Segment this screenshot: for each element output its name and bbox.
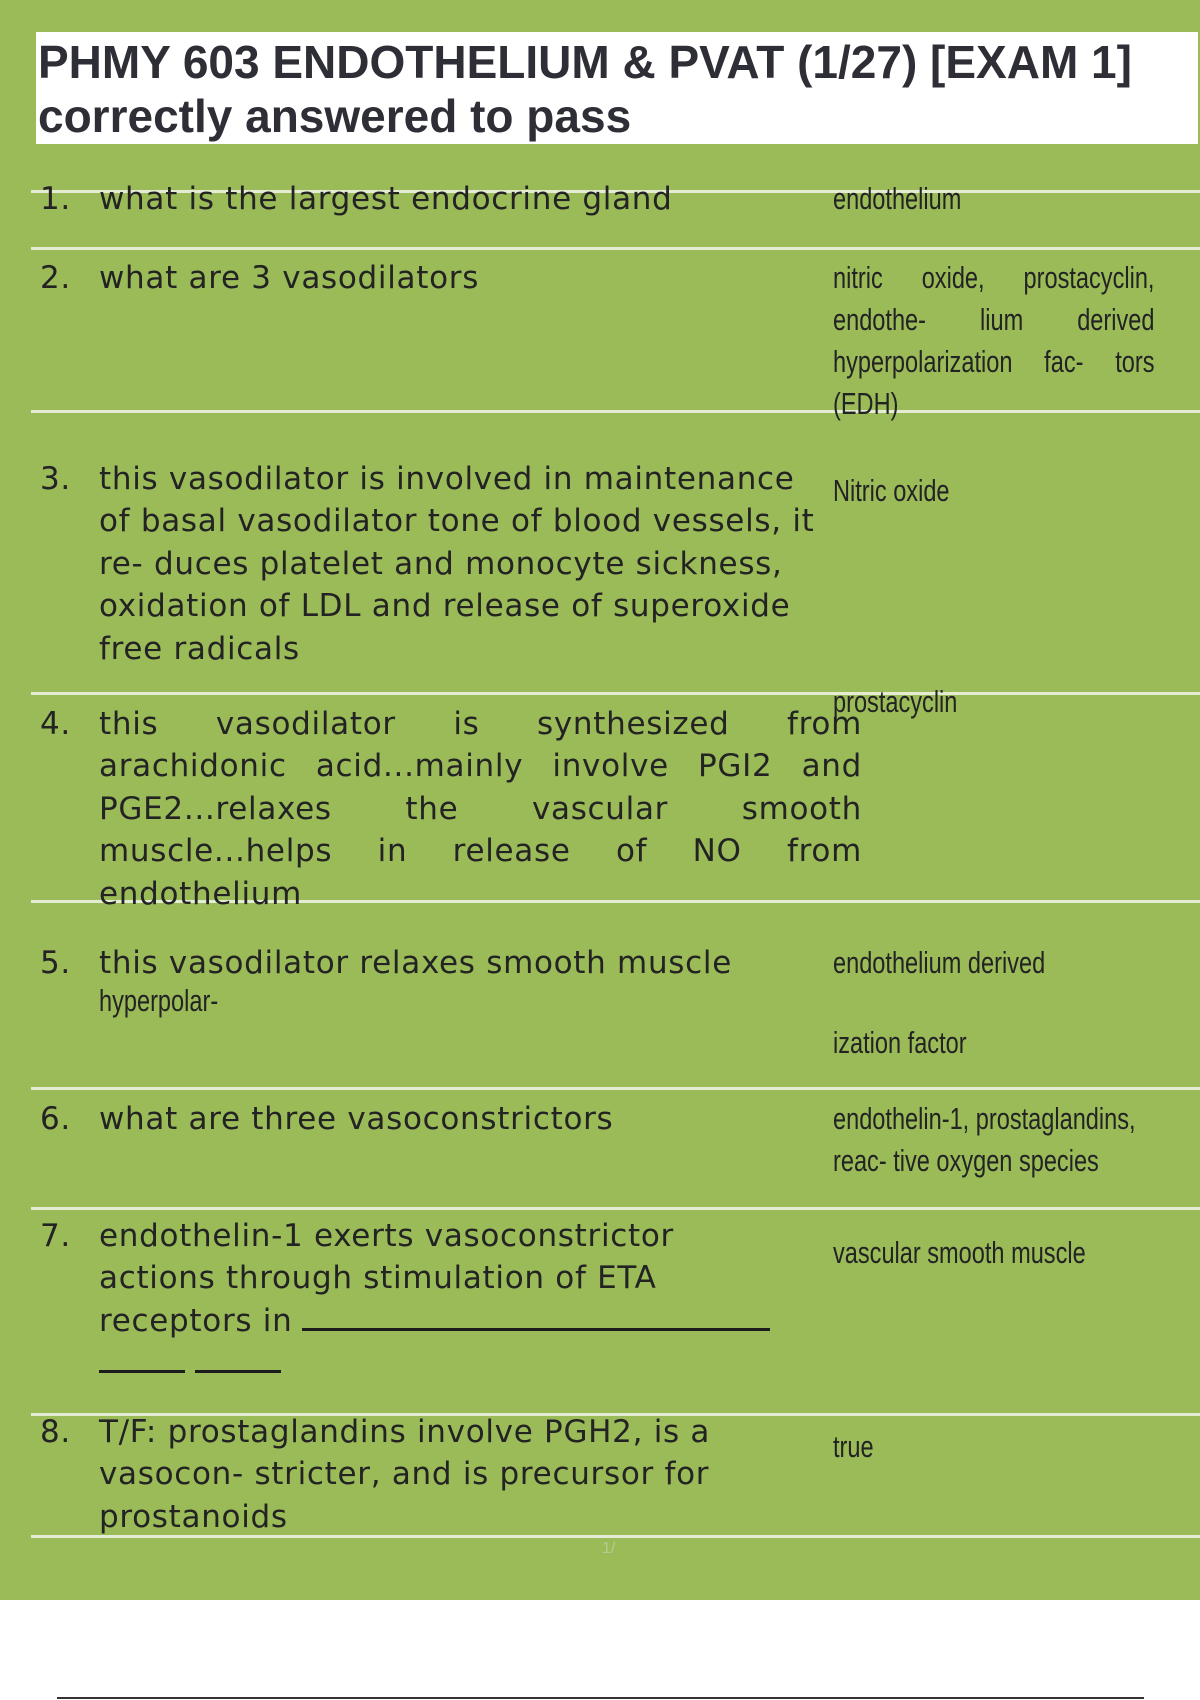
question-number: 1. — [40, 181, 71, 217]
document-subtitle: correctly answered to pass — [38, 90, 632, 142]
question-line: receptors in — [99, 1302, 293, 1339]
question-text: T/F: prostaglandins involve PGH2, is a vasocon- stricter, and is precursor for prostanoids — [99, 1414, 711, 1535]
row-divider — [31, 247, 1200, 250]
question-number: 7. — [40, 1218, 71, 1254]
answer-text: prostacyclin — [833, 684, 958, 719]
question-line: actions through stimulation of ETA — [99, 1260, 657, 1297]
answer-line: (EDH) — [833, 386, 899, 421]
question-number: 6. — [40, 1101, 71, 1137]
answer-7 — [833, 1232, 1175, 1274]
answer-text: Nitric oxide — [833, 473, 950, 508]
answer-3 — [833, 470, 1175, 512]
question-number: 8. — [40, 1414, 71, 1450]
answer-blank — [99, 1368, 185, 1373]
answer-2 — [833, 257, 1155, 421]
question-number: 5. — [40, 945, 71, 981]
question-number: 3. — [40, 461, 71, 497]
answer-line: reac- tive oxygen species — [833, 1143, 1099, 1178]
question-item-4 — [40, 703, 862, 912]
row-divider — [31, 1207, 1200, 1210]
question-text: what is the largest endocrine gland — [99, 181, 673, 217]
question-item-5 — [40, 942, 822, 1020]
question-text-tail: hyperpolar- — [99, 983, 219, 1019]
answer-5 — [833, 942, 1175, 1064]
question-item-8 — [40, 1411, 822, 1538]
answer-text: true — [833, 1429, 874, 1464]
question-text: this vasodilator relaxes smooth muscle — [99, 945, 732, 981]
question-line: endothelin-1 exerts vasoconstrictor — [99, 1218, 674, 1254]
document-title: PHMY 603 ENDOTHELIUM & PVAT (1/27) [EXAM 1] — [38, 36, 1132, 88]
title-box — [36, 32, 1198, 144]
question-text: what are three vasoconstrictors — [99, 1101, 614, 1137]
answer-8 — [833, 1426, 1175, 1468]
page-mark: 1/ — [602, 1540, 616, 1557]
answer-blank — [302, 1326, 770, 1331]
answer-6 — [833, 1098, 1175, 1182]
question-item-2 — [40, 257, 822, 299]
answer-1 — [833, 181, 1175, 220]
question-text: this vasodilator is involved in maintenance of basal vasodilator tone of blood vessels, it re- duces platelet and monocyte sickness, oxidation of LDL and release of superoxide free radicals — [99, 461, 815, 667]
answer-line: nitric oxide, prostacyclin, — [833, 260, 1155, 295]
answer-line: endothe- lium derived — [833, 302, 1155, 337]
question-number: 4. — [40, 706, 71, 742]
answer-line: endothelium derived — [833, 945, 1046, 980]
answer-line: hyperpolarization fac- tors — [833, 344, 1155, 379]
row-divider — [31, 1087, 1200, 1090]
answer-text: vascular smooth muscle — [833, 1235, 1086, 1270]
footer-rule — [57, 1697, 1144, 1699]
answer-line: ization factor — [833, 1025, 967, 1060]
answer-text: endothelium — [833, 181, 962, 216]
question-item-3 — [40, 458, 822, 670]
question-item-7 — [40, 1215, 822, 1384]
answer-line: endothelin-1, prostaglandins, — [833, 1101, 1136, 1136]
question-text: what are 3 vasodilators — [99, 260, 480, 296]
question-text: this vasodilator is synthesized from arachidonic acid...mainly involve PGI2 and PGE2...relaxes the vascular smooth muscle...helps in release of NO from endothelium — [99, 706, 862, 912]
question-number: 2. — [40, 260, 71, 296]
question-item-6 — [40, 1098, 822, 1140]
answer-4 — [833, 681, 1175, 719]
question-item-1 — [40, 181, 822, 220]
answer-blank — [195, 1368, 281, 1373]
